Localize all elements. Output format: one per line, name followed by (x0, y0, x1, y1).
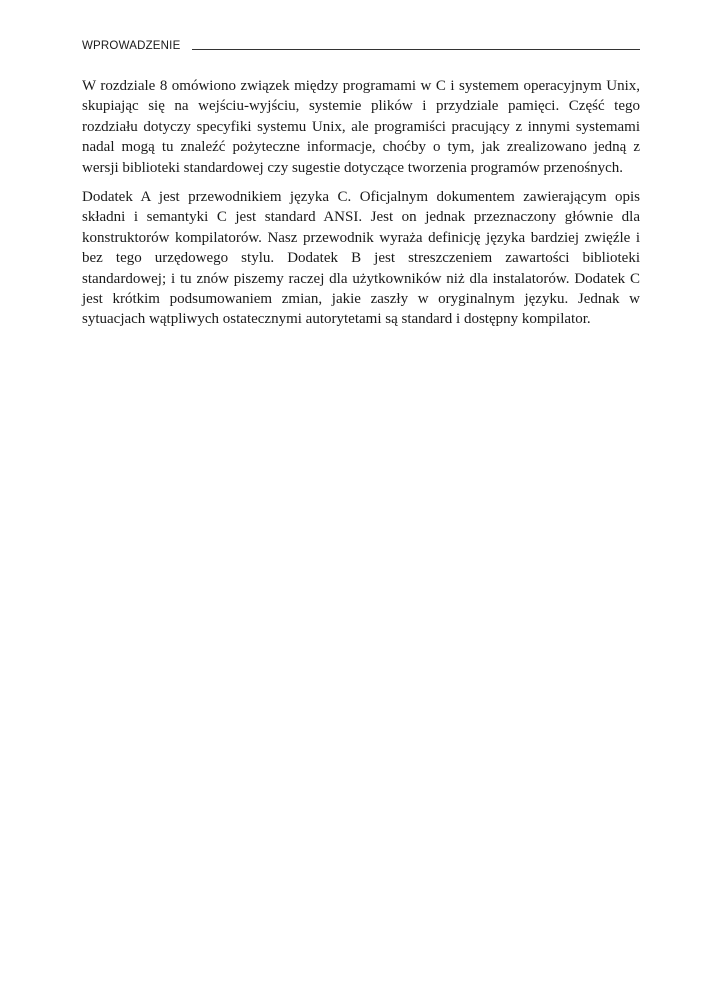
paragraph-chapter-8: W rozdziale 8 omówiono związek między programami w C i systemem operacyjnym Unix, skupiając się na wejściu-wyjściu, systemie plików i przydziale pamięci. Część tego rozdziału dotyczy specyfiki systemu Unix, ale programiści pracujący z innymi systemami nadal mogą tu znaleźć pożyteczne informacje, choćby o tym, jak zrealizowano jedną z wersji biblioteki standardowej czy sugestie dotyczące tworzenia programów przenośnych. (82, 78, 640, 176)
paragraph-appendices: Dodatek A jest przewodnikiem języka C. Oficjalnym dokumentem zawierającym opis składni i semantyki C jest standard ANSI. Jest on jednak przeznaczony głównie dla konstruktorów kompilatorów. Nasz przewodnik wyraża definicję języka bardziej zwięźle i bez tego urzędowego stylu. Dodatek B jest streszczeniem zawartości biblioteki standardowej; i tu znów piszemy raczej dla użytkowników niż dla instalatorów. Dodatek C jest krótkim podsumowaniem zmian, jakie zaszły w oryginalnym języku. Jednak w sytuacjach wątpliwych ostatecznymi autorytetami są standard i dostępny kompilator. (82, 189, 640, 328)
running-header-title: WPROWADZENIE (82, 40, 181, 52)
running-header (82, 36, 640, 52)
body-text (82, 76, 640, 330)
header-rule (192, 49, 640, 50)
